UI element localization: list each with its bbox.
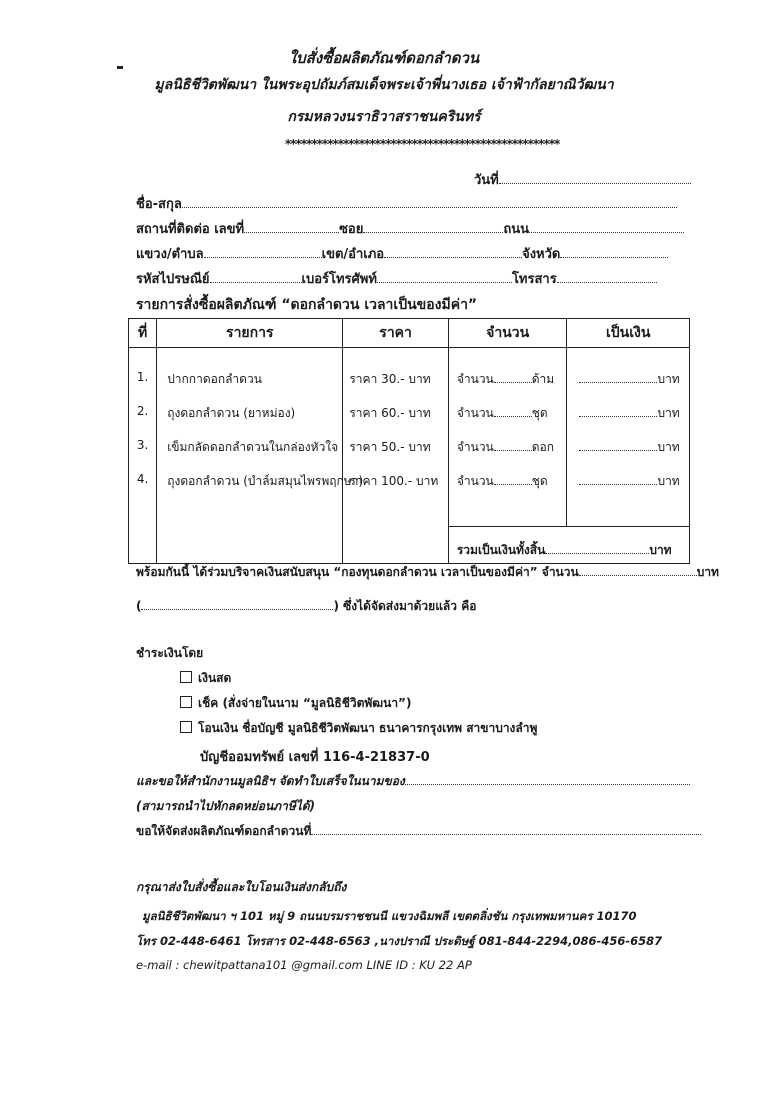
address-label: สถานที่ติดต่อ เลขที่ <box>136 222 245 237</box>
row-price: ราคา 30.- บาท <box>349 372 431 386</box>
delivery-line[interactable] <box>136 822 701 841</box>
date-label: วันที่ <box>474 173 499 188</box>
row-item: ถุงดอกลำดวน (ยาหม่อง) <box>167 406 296 420</box>
row-quantity[interactable] <box>457 370 567 389</box>
order-table <box>128 318 690 564</box>
total-cell[interactable] <box>448 527 689 564</box>
payment-option-transfer[interactable] <box>180 719 537 738</box>
row-price: ราคา 100.- บาท <box>349 474 439 488</box>
amount-unit: บาท <box>657 440 680 454</box>
qty-unit: ชุด <box>531 474 548 488</box>
subdistrict-label: แขวง/ตำบล <box>136 247 204 262</box>
qty-unit: ชุด <box>531 406 548 420</box>
header-item: รายการ <box>157 319 343 348</box>
order-heading: รายการสั่งซื้อผลิตภัณฑ์ “ดอกลำดวน เวลาเป็นของมีค่า” <box>136 297 478 313</box>
contact-phones: โทร 02-448-6461 โทรสาร 02-448-6563 ,นางปราณี ประดิษฐ์ 081-844-2294,086-456-6587 <box>136 934 663 948</box>
district-field[interactable] <box>136 243 668 264</box>
total-unit: บาท <box>649 543 672 557</box>
qty-label: จำนวน <box>456 474 494 488</box>
header-quantity: จำนวน <box>448 319 567 348</box>
qty-label: จำนวน <box>456 440 494 454</box>
transfer-checkbox[interactable] <box>180 721 192 733</box>
row-amount[interactable] <box>579 404 689 423</box>
account-number: บัญชีออมทรัพย์ เลขที่ 116-4-21837-0 <box>200 750 430 765</box>
address-field[interactable] <box>136 218 684 239</box>
foundation-name: มูลนิธิชีวิตพัฒนา ในพระอุปถัมภ์สมเด็จพระเจ้าพี่นางเธอ เจ้าฟ้ากัลยาณิวัฒนา <box>154 77 614 93</box>
qty-label: จำนวน <box>456 372 494 386</box>
header-no: ที่ <box>129 319 157 348</box>
table-header-row <box>129 319 690 348</box>
payment-option-cash[interactable] <box>180 669 231 688</box>
royal-title: กรมหลวงนราธิวาสราชนครินทร์ <box>287 109 481 125</box>
contact-email[interactable]: e-mail : chewitpattana101 @gmail.com LINE ID : KU 22 AP <box>136 958 472 972</box>
name-field[interactable] <box>136 193 677 214</box>
receipt-label: และขอให้สำนักงานมูลนิธิฯ จัดทำใบเสร็จในนามของ <box>136 774 405 788</box>
receipt-name-line[interactable] <box>136 772 690 791</box>
header-amount: เป็นเงิน <box>567 319 690 348</box>
row-no: 3. <box>136 438 149 452</box>
qty-unit: ด้าม <box>531 372 555 386</box>
cheque-checkbox[interactable] <box>180 696 192 708</box>
row-amount[interactable] <box>579 438 689 457</box>
amount-unit: บาท <box>657 406 680 420</box>
delivery-label: ขอให้จัดส่งผลิตภัณฑ์ดอกลำดวนที่ <box>136 824 312 838</box>
contact-field[interactable] <box>136 268 657 289</box>
table-body-row <box>129 348 690 527</box>
row-no: 1. <box>136 370 149 384</box>
row-item: ปากกาดอกลำดวน <box>167 372 262 386</box>
cash-checkbox[interactable] <box>180 671 192 683</box>
road-label: ถนน <box>503 222 529 237</box>
name-label: ชื่อ-สกุล <box>136 197 182 212</box>
donation-unit: บาท <box>696 565 719 579</box>
payment-heading: ชำระเงินโดย <box>136 646 204 660</box>
soi-label: ซอย <box>339 222 364 237</box>
fax-label: โทรสาร <box>511 272 557 287</box>
row-item: เข็มกลัดดอกลำดวนในกล่องหัวใจ <box>167 440 339 454</box>
row-no: 4. <box>136 472 149 486</box>
row-quantity[interactable] <box>457 438 567 457</box>
row-price: ราคา 50.- บาท <box>349 440 431 454</box>
foundation-address: มูลนิธิชีวิตพัฒนา ฯ 101 หมู่ 9 ถนนบรมราชชนนี แขวงฉิมพลี เขตตลิ่งชัน กรุงเทพมหานคร 10170 <box>142 909 637 923</box>
phone-label: เบอร์โทรศัพท์ <box>301 272 377 287</box>
transfer-label: โอนเงิน ชื่อบัญชี มูลนิธิชีวิตพัฒนา ธนาคารกรุงเทพ สาขาบางลำพู <box>198 721 538 735</box>
row-price: ราคา 60.- บาท <box>349 406 431 420</box>
amount-unit: บาท <box>657 474 680 488</box>
row-quantity[interactable] <box>457 404 567 423</box>
donation-line[interactable] <box>136 563 719 582</box>
donation-open-paren: ( <box>136 599 142 613</box>
header-price: ราคา <box>343 319 448 348</box>
qty-unit: ดอก <box>531 440 555 454</box>
donation-text: พร้อมกันนี้ ได้ร่วมบริจาคเงินสนับสนุน “กองทุนดอกลำดวน เวลาเป็นของมีค่า” จำนวน <box>136 565 579 579</box>
date-field[interactable] <box>474 169 691 190</box>
donation-suffix: ) ซึ่งได้จัดส่งมาด้วยแล้ว คือ <box>333 599 477 613</box>
amount-unit: บาท <box>657 372 680 386</box>
row-no: 2. <box>136 404 149 418</box>
province-label: จังหวัด <box>522 247 561 262</box>
form-title: ใบสั่งซื้อผลิตภัณฑ์ดอกลำดวน <box>288 49 480 67</box>
cash-label: เงินสด <box>198 671 232 685</box>
row-amount[interactable] <box>579 370 689 389</box>
cheque-label: เช็ค (สั่งจ่ายในนาม “มูลนิธิชีวิตพัฒนา”) <box>198 696 412 710</box>
qty-label: จำนวน <box>456 406 494 420</box>
district-label: เขต/อำเภอ <box>321 247 385 262</box>
return-heading: กรุณาส่งใบสั่งซื้อและใบโอนเงินส่งกลับถึง <box>136 880 347 894</box>
donation-words-line[interactable] <box>136 597 476 616</box>
row-amount[interactable] <box>579 472 689 491</box>
total-label: รวมเป็นเงินทั้งสิ้น <box>456 543 546 557</box>
row-quantity[interactable] <box>457 472 567 491</box>
postcode-label: รหัสไปรษณีย์ <box>136 272 210 287</box>
tax-note: (สามารถนำไปหักลดหย่อนภาษีได้) <box>136 799 316 813</box>
row-item: ถุงดอกลำดวน (บำล์มสมุนไพรพฤกษา) <box>167 474 364 488</box>
divider-stars: **************************************************** <box>285 137 560 151</box>
payment-option-cheque[interactable] <box>180 694 411 713</box>
